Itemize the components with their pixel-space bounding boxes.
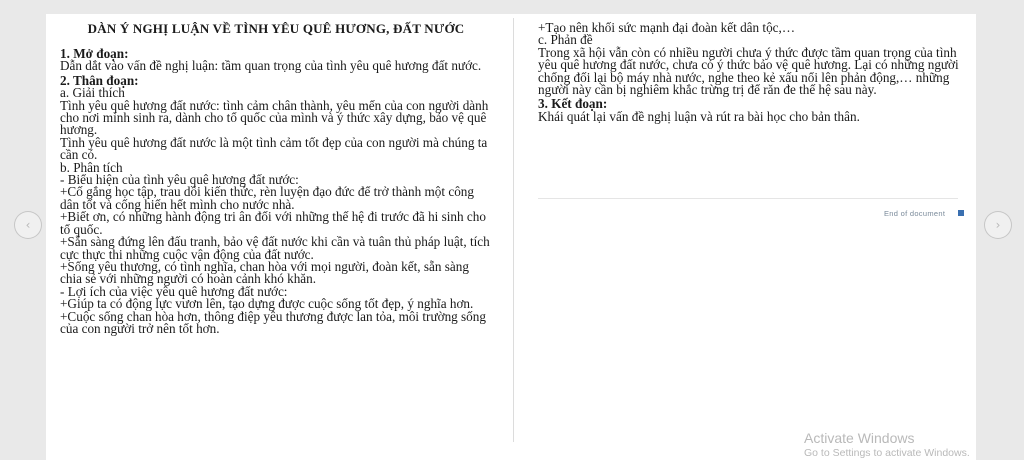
paragraph: - Lợi ích của việc yêu quê hương đất nước: (60, 283, 288, 299)
paragraph: Trong xã hội vẫn còn có nhiều người chưa ý thức được tầm quan trọng của tình yêu quê hương đất nước, chưa có ý thức bảo vệ quê hương. Lại có những người chống đối lại bộ máy nhà nước, nghe theo kẻ xấu nổi lên phản động,… những người này cần bị nghiêm khắc trừng trị để răn đe thế hệ sau này. (538, 44, 959, 98)
chevron-left-icon[interactable] (14, 211, 42, 239)
paragraph: +Biết ơn, có những hành động tri ân đối với những thế hệ đi trước đã hi sinh cho tổ quốc. (60, 209, 486, 237)
left-column (60, 22, 492, 335)
paragraph: - Biểu hiện của tình yêu quê hương đất nước: (60, 172, 299, 188)
right-column (538, 22, 968, 123)
column-divider (513, 18, 514, 442)
paragraph: +Cố gắng học tập, trau dồi kiến thức, rèn luyện đạo đức để trở thành một công dân tốt và cống hiến hết mình cho nước nhà. (60, 184, 474, 212)
chevron-right-icon[interactable] (984, 211, 1012, 239)
end-of-document-label: End of document (884, 209, 946, 218)
next-glyph: › (995, 218, 1001, 232)
prev-glyph: ‹ (25, 218, 31, 232)
end-marker-icon (958, 210, 964, 216)
paragraph: b. Phân tích (60, 159, 123, 175)
paragraph: Tình yêu quê hương đất nước là một tình cảm tốt đẹp của con người mà chúng ta cần có. (60, 134, 488, 163)
watermark-subtitle: Go to Settings to activate Windows. (804, 447, 970, 459)
paragraph: +Sẵn sàng đứng lên đấu tranh, bảo vệ đất nước khi cần và tuân thủ pháp luật, tích cực thực thi những cuộc vận động của đất nước. (60, 234, 490, 262)
paragraph: c. Phản đề (538, 32, 593, 48)
document-title: DÀN Ý NGHỊ LUẬN VỀ TÌNH YÊU QUÊ HƯƠNG, ĐẤT NƯỚC (87, 21, 465, 36)
paragraph: +Giúp ta có động lực vươn lên, tạo dựng được cuộc sống tốt đẹp, ý nghĩa hơn. (60, 296, 474, 312)
section-heading: 2. Thân đoạn: (60, 72, 139, 88)
activate-windows-watermark (804, 430, 970, 460)
paragraph: Tình yêu quê hương đất nước: tình cảm chân thành, yêu mến của con người dành cho nơi mình sinh ra, dành cho tổ quốc của mình và ý thức xây dựng, bảo vệ quê hương. (60, 97, 489, 138)
end-rule (538, 198, 958, 199)
section-heading: 3. Kết đoạn: (538, 96, 608, 112)
document-page (46, 14, 976, 460)
paragraph: +Sống yêu thương, có tình nghĩa, chan hòa với mọi người, đoàn kết, sẵn sàng chia sẻ với những người có hoàn cảnh khó khăn. (60, 258, 469, 287)
section-heading: 1. Mở đoạn: (60, 46, 129, 61)
paragraph: +Tạo nên khối sức mạnh đại đoàn kết dân tộc,… (538, 20, 796, 35)
watermark-title: Activate Windows (804, 430, 915, 446)
paragraph: a. Giải thích (60, 85, 125, 101)
paragraph: Dẫn dắt vào vấn đề nghị luận: tầm quan trọng của tình yêu quê hương đất nước. (60, 58, 482, 74)
paragraph: +Cuộc sống chan hòa hơn, thông điệp yêu thương được lan tỏa, môi trường sống của con người trở nên tốt hơn. (60, 308, 486, 336)
paragraph: Khái quát lại vấn đề nghị luận và rút ra bài học cho bản thân. (538, 108, 860, 124)
